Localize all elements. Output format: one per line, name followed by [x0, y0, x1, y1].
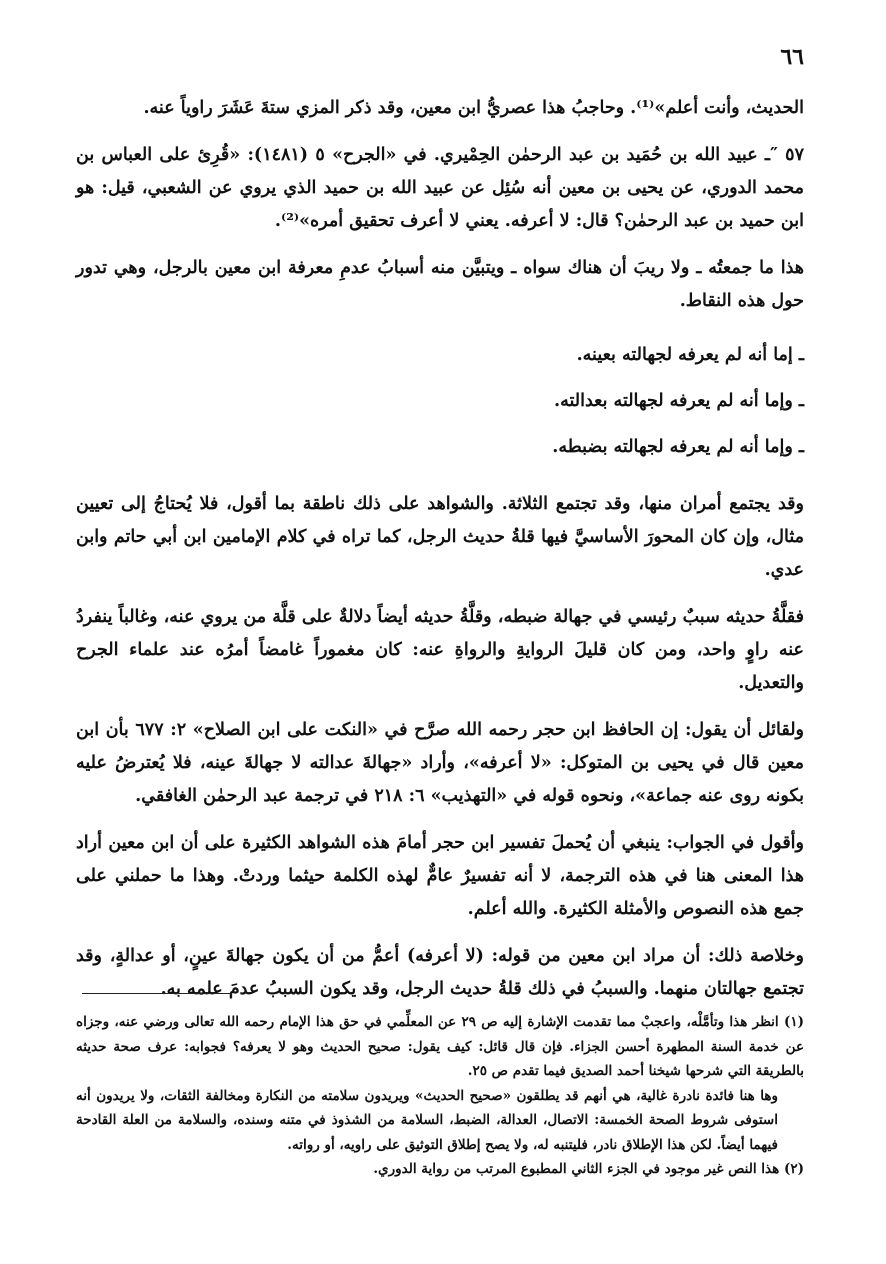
- page-number: ٦٦: [780, 44, 804, 70]
- paragraph: فقلَّةُ حديثه سببٌ رئيسي في جهالة ضبطه، وقلَّةُ حديثه أيضاً دلالةٌ على قلَّة من يروي عنه، وغالباً ينفردُ عنه راوٍ واحد، ومن كان قليلَ الروايةِ والرواةِ عنه: كان مغموراً غامضاً أمرُه عند علماء الجرح والتعديل.: [76, 607, 804, 693]
- list-item: ـ إما أنه لم يعرفه لجهالته بعينه.: [576, 345, 804, 365]
- footnote-continuation: وها هنا فائدة نادرة غالية، هي أنهم قد يطلقون «صحيح الحديث» ويريدون سلامته من النكارة ومخالفة الثقات، ولا يريدون أنه استوفى شروط الصحة الخمسة: الاتصال، العدالة، الضبط، السلامة من الشذوذ في متنه وسنده، والسلامة من العلة القادحة فيهما أيضاً. لكن هذا الإطلاق نادر، فليتنبه له، ولا يصح إطلاق التوثيق على راويه، أو رواته.: [76, 1087, 778, 1153]
- paragraph: هذا ما جمعتُه ـ ولا ريبَ أن هناك سواه ـ ويتبيَّن منه أسبابُ عدمِ معرفة ابن معين بالرجل، وهي تدور حول هذه النقاط.: [76, 258, 804, 311]
- main-text: [76, 92, 804, 1020]
- paragraph: ٥٧ ″ـ عبيد الله بن حُمَيد بن عبد الرحمٰن الحِمْيري. في «الجرح» ٥ (١٤٨١): «قُرِئ على العباس بن محمد الدوري، عن يحيى بن معين أنه سُئِل عن عبيد الله بن حميد الذي يروي عن الشعبي، قيل: هو ابن حميد بن عبد الرحمٰن؟ قال: لا أعرفه. يعني لا أعرف تحقيق أمره»⁽²⁾.: [76, 145, 804, 231]
- paragraph: ولقائل أن يقول: إن الحافظ ابن حجر رحمه الله صرَّح في «النكت على ابن الصلاح» ٢: ٦٧٧ بأن ابن معين قال في يحيى بن المتوكل: «لا أعرفه»، وأراد «جهالةَ عدالته لا جهالةَ عينه، فلا يُعترضُ عليه بكونه روى عنه جماعة»، ونحوه قوله في «التهذيب» ٦: ٢١٨ في ترجمة عبد الرحمٰن الغافقي.: [76, 720, 804, 806]
- paragraph: وخلاصة ذلك: أن مراد ابن معين من قوله: (لا أعرفه) أعمُّ من أن يكون جهالةَ عينٍ، أو عدالةٍ، وقد تجتمع جهالتان منهما. والسببُ في ذلك قلةُ حديث الرجل، وقد يكون السببُ عدمَ علمه به.: [76, 946, 804, 999]
- reasons-list: [76, 332, 804, 470]
- list-item: ـ وإما أنه لم يعرفه لجهالته بضبطه.: [552, 437, 804, 457]
- paragraph: وأقول في الجواب: ينبغي أن يُحملَ تفسير ابن حجر أمامَ هذه الشواهد الكثيرة على أن ابن معين أراد هذا المعنى هنا في هذه الترجمة، لا أنه تفسيرٌ عامٌّ لهذه الكلمة حيثما وردتْ. وهذا ما حملني على جمع هذه النصوص والأمثلة الكثيرة. والله أعلم.: [76, 833, 804, 919]
- footnote: (٢) هذا النص غير موجود في الجزء الثاني المطبوع المرتب من رواية الدوري.: [373, 1161, 804, 1177]
- footnote-separator: [82, 993, 232, 994]
- paragraph: الحديث، وأنت أعلم»⁽¹⁾. وحاجبُ هذا عصريُّ ابن معين، وقد ذكر المزي ستةَ عَشَرَ راوياً عنه.: [143, 98, 804, 118]
- paragraph: وقد يجتمع أمران منها، وقد تجتمع الثلاثة. والشواهد على ذلك ناطقة بما أقول، فلا يُحتاجُ إلى تعيين مثال، وإن كان المحورَ الأساسيَّ فيها قلةُ حديث الرجل، كما تراه في كلام الإمامين ابن أبي حاتم وابن عدي.: [76, 494, 804, 580]
- footnotes: [76, 1010, 804, 1182]
- footnote: (١) انظر هذا وتأمَّلْه، واعجبْ مما تقدمت الإشارة إليه ص ٢٩ عن المعلِّمي في حق هذا الإمام رحمه الله تعالى ورضي عنه، وجزاه عن خدمة السنة المطهرة أحسن الجزاء. فإن قال قائل: كيف يقول: صحيح الحديث وهو لا يعرفه؟ فجوابه: عرف صحة حديثه بالطريقة التي شرحها شيخنا أحمد الصديق فيما تقدم ص ٢٥.: [76, 1014, 804, 1079]
- list-item: ـ وإما أنه لم يعرفه لجهالته بعدالته.: [554, 391, 804, 411]
